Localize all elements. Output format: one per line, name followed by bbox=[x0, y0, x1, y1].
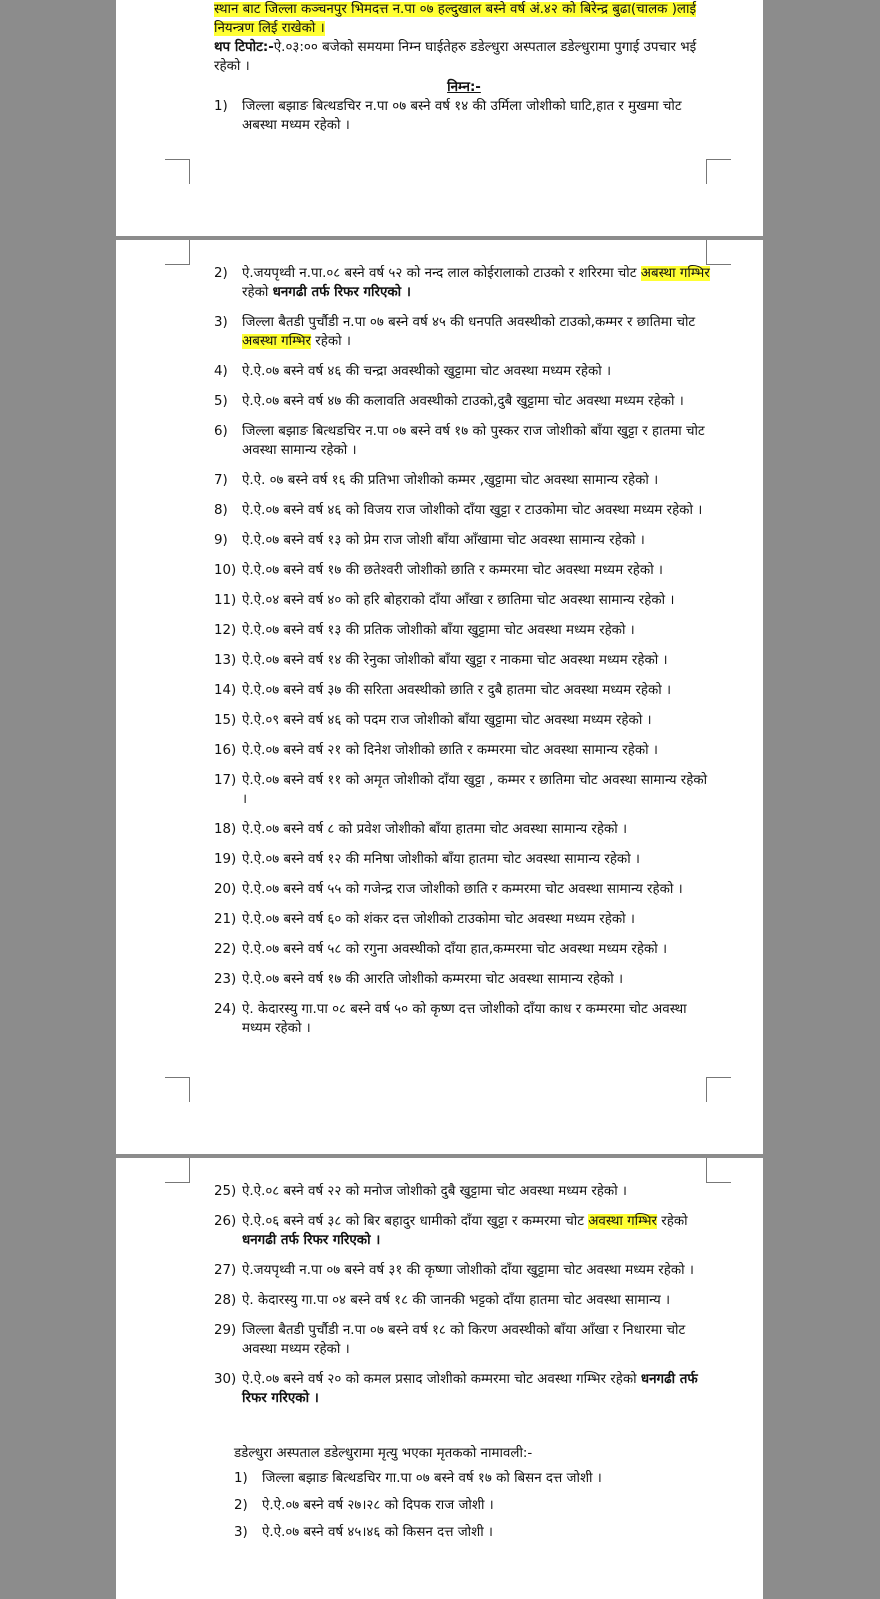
injured-list-part-1 bbox=[214, 97, 714, 135]
item-number: 14) bbox=[214, 683, 237, 698]
list-item bbox=[214, 711, 714, 730]
update-text: ऐ.०३:०० बजेको समयमा निम्न घाईतेहरु डडेल्धुरा अस्पताल डडेल्धुरामा पुगाई उपचार भई रहेको । bbox=[214, 40, 697, 74]
item-number: 1) bbox=[234, 1471, 248, 1486]
item-number: 23) bbox=[214, 972, 237, 987]
item-text bbox=[242, 591, 714, 610]
item-text bbox=[242, 362, 714, 381]
list-item bbox=[214, 850, 714, 869]
list-item bbox=[214, 501, 714, 520]
item-number: 5) bbox=[214, 394, 228, 409]
document-page-2 bbox=[116, 240, 763, 1154]
item-text-main: ऐ.ऐ.०६ बस्ने वर्ष ३८ को बिर बहादुर धामीको दाँया खुट्टा र कम्मरमा चोट bbox=[242, 1214, 589, 1229]
list-item bbox=[214, 531, 714, 550]
item-text bbox=[242, 651, 714, 670]
list-item bbox=[214, 820, 714, 839]
item-text-main: ऐ.ऐ.०७ बस्ने वर्ष १३ को प्रेम राज जोशी बाँया आँखामा चोट अवस्था सामान्य रहेको । bbox=[242, 533, 645, 548]
item-text bbox=[242, 501, 714, 520]
item-text-main: जिल्ला बैतडी पुर्चौडी न.पा ०७ बस्ने वर्ष ४५ की धनपति अवस्थीको टाउको,कम्मर र छातिमा चोट bbox=[242, 315, 696, 330]
item-text bbox=[242, 880, 714, 899]
corner-mark bbox=[706, 1077, 731, 1102]
item-text-main: ऐ.ऐ.०७ बस्ने वर्ष ६० को शंकर दत्त जोशीको टाउकोमा चोट अवस्था मध्यम रहेको । bbox=[242, 912, 635, 927]
item-text-main: ऐ.ऐ.०७ बस्ने वर्ष ८ को प्रवेश जोशीको बाँया हातमा चोट अवस्था सामान्य रहेको । bbox=[242, 822, 628, 837]
item-text bbox=[242, 1212, 714, 1250]
item-number: 16) bbox=[214, 743, 237, 758]
referral-note: धनगढी तर्फ रिफर गरिएको । bbox=[242, 1372, 698, 1406]
item-text-main: ऐ.ऐ.०७ बस्ने वर्ष १२ की मनिषा जोशीको बाँया हातमा चोट अवस्था सामान्य रहेको । bbox=[242, 852, 641, 867]
highlighted-text: अबस्था गम्भिर bbox=[242, 334, 312, 349]
highlighted-text: अबस्था गम्भिर bbox=[640, 266, 710, 281]
list-item bbox=[214, 681, 714, 700]
item-number: 18) bbox=[214, 822, 237, 837]
item-text bbox=[242, 422, 714, 460]
item-number: 3) bbox=[214, 315, 228, 330]
item-number: 15) bbox=[214, 713, 237, 728]
item-text bbox=[242, 1370, 714, 1408]
item-number: 12) bbox=[214, 623, 237, 638]
item-number: 27) bbox=[214, 1263, 237, 1278]
item-text bbox=[242, 392, 714, 411]
item-number: 21) bbox=[214, 912, 237, 927]
corner-mark bbox=[165, 240, 190, 265]
deaths-list bbox=[214, 1469, 714, 1542]
intro-paragraph bbox=[214, 0, 714, 38]
item-number: 2) bbox=[234, 1498, 248, 1513]
corner-mark bbox=[165, 1077, 190, 1102]
item-text bbox=[242, 1182, 714, 1201]
item-text bbox=[242, 264, 714, 302]
list-item bbox=[214, 970, 714, 989]
item-text-main: ऐ. केदारस्यु गा.पा ०४ बस्ने वर्ष १८ की जानकी भट्टको दाँया हातमा चोट अवस्था सामान्य । bbox=[242, 1293, 671, 1308]
item-number: 25) bbox=[214, 1184, 237, 1199]
list-item bbox=[214, 392, 714, 411]
item-text-main: ऐ.ऐ.०८ बस्ने वर्ष २२ को मनोज जोशीको दुबै खुट्टामा चोट अवस्था मध्यम रहेको । bbox=[242, 1184, 628, 1199]
item-number: 8) bbox=[214, 503, 228, 518]
list-item bbox=[214, 1182, 714, 1201]
item-text-main: ऐ.ऐ.०७ बस्ने वर्ष ५८ को रगुना अवस्थीको दाँया हात,कम्मरमा चोट अवस्था मध्यम रहेको । bbox=[242, 942, 668, 957]
item-text bbox=[242, 771, 714, 809]
item-number: 20) bbox=[214, 882, 237, 897]
item-text-main: ऐ.ऐ.०७ बस्ने वर्ष ४६ की चन्द्रा अवस्थीको खुट्टामा चोट अवस्था मध्यम रहेको । bbox=[242, 364, 612, 379]
item-text-main: ऐ.ऐ.०७ बस्ने वर्ष २० को कमल प्रसाद जोशीको कम्मरमा चोट अवस्था गम्भिर रहेको bbox=[242, 1372, 641, 1387]
corner-mark bbox=[706, 240, 731, 265]
item-text-main: ऐ.ऐ. ०७ बस्ने वर्ष १६ की प्रतिभा जोशीको कम्मर ,खुट्टामा चोट अवस्था सामान्य रहेको । bbox=[242, 473, 659, 488]
list-item bbox=[214, 880, 714, 899]
list-item bbox=[214, 1321, 714, 1359]
death-list-item bbox=[234, 1496, 714, 1515]
item-text: ऐ.ऐ.०७ बस्ने वर्ष २७।२८ को दिपक राज जोशी । bbox=[262, 1498, 494, 1513]
item-number: 4) bbox=[214, 364, 228, 379]
item-text bbox=[242, 561, 714, 580]
injured-list-part-2 bbox=[214, 264, 714, 1049]
list-item bbox=[214, 264, 714, 302]
item-number: 11) bbox=[214, 593, 237, 608]
item-text-main: ऐ.ऐ.०७ बस्ने वर्ष ५५ को गजेन्द्र राज जोशीको छाति र कम्मरमा चोट अवस्था सामान्य रहेको । bbox=[242, 882, 683, 897]
item-number: 17) bbox=[214, 773, 237, 788]
item-number: 28) bbox=[214, 1293, 237, 1308]
item-number: 10) bbox=[214, 563, 237, 578]
corner-mark bbox=[706, 1158, 731, 1183]
death-list-item bbox=[234, 1523, 714, 1542]
list-item bbox=[214, 422, 714, 460]
item-text-main: ऐ.ऐ.०७ बस्ने वर्ष २१ को दिनेश जोशीको छाति र कम्मरमा चोट अवस्था सामान्य रहेको । bbox=[242, 743, 658, 758]
item-number: 2) bbox=[214, 266, 228, 281]
list-item bbox=[214, 591, 714, 610]
corner-mark bbox=[706, 159, 731, 184]
corner-mark bbox=[165, 159, 190, 184]
referral-note: धनगढी तर्फ रिफर गरिएको । bbox=[272, 285, 411, 300]
item-text bbox=[242, 970, 714, 989]
list-item bbox=[214, 1370, 714, 1408]
item-number: 24) bbox=[214, 1002, 237, 1017]
item-number: 29) bbox=[214, 1323, 237, 1338]
item-number: 1) bbox=[214, 99, 228, 114]
item-text-mid: रहेको । bbox=[311, 334, 351, 349]
list-item bbox=[214, 910, 714, 929]
item-text bbox=[242, 850, 714, 869]
item-number: 30) bbox=[214, 1372, 237, 1387]
item-text-main: जिल्ला बझाङ बित्थडचिर न.पा ०७ बस्ने वर्ष १७ को पुस्कर राज जोशीको बाँया खुट्टा र हातमा चोट अवस्था सामान्य रहेको । bbox=[242, 424, 705, 458]
update-paragraph bbox=[214, 38, 714, 76]
referral-note: धनगढी तर्फ रिफर गरिएको । bbox=[242, 1233, 381, 1248]
item-text: जिल्ला बझाङ बित्थडचिर न.पा ०७ बस्ने वर्ष १४ की उर्मिला जोशीको घाटि,हात र मुखमा चोट अबस्था मध्यम रहेको । bbox=[242, 99, 682, 133]
item-text-main: जिल्ला बैतडी पुर्चौडी न.पा ०७ बस्ने वर्ष १८ को किरण अवस्थीको बाँया आँखा र निधारमा चोट अवस्था मध्यम रहेको । bbox=[242, 1323, 686, 1357]
list-item bbox=[214, 362, 714, 381]
list-item bbox=[214, 1212, 714, 1250]
item-text bbox=[242, 531, 714, 550]
item-number: 26) bbox=[214, 1214, 237, 1229]
item-text-mid: रहेको bbox=[657, 1214, 688, 1229]
item-number: 19) bbox=[214, 852, 237, 867]
list-item bbox=[214, 561, 714, 580]
list-item bbox=[214, 1291, 714, 1310]
item-text-main: ऐ.ऐ.०७ बस्ने वर्ष ११ को अमृत जोशीको दाँया खुट्टा , कम्मर र छातिमा चोट अवस्था सामान्य रहेको । bbox=[242, 773, 708, 807]
item-text-main: ऐ.ऐ.०४ बस्ने वर्ष ४० को हरि बोहराको दाँया आँखा र छातिमा चोट अवस्था सामान्य रहेको । bbox=[242, 593, 675, 608]
document-page-3 bbox=[116, 1158, 763, 1599]
item-text bbox=[242, 681, 714, 700]
item-text-mid: रहेको bbox=[242, 285, 273, 300]
list-item bbox=[214, 940, 714, 959]
item-text-main: ऐ. केदारस्यु गा.पा ०८ बस्ने वर्ष ५० को कृष्ण दत्त जोशीको दाँया काध र कम्मरमा चोट अवस्था मध्यम रहेको । bbox=[242, 1002, 687, 1036]
item-number: 22) bbox=[214, 942, 237, 957]
document-page-1 bbox=[116, 0, 763, 236]
item-text-main: ऐ.ऐ.०७ बस्ने वर्ष १४ की रेनुका जोशीको बाँया खुट्टा र नाकमा चोट अवस्था मध्यम रहेको । bbox=[242, 653, 668, 668]
item-text-main: ऐ.ऐ.०७ बस्ने वर्ष १७ की आरति जोशीको कम्मरमा चोट अवस्था सामान्य रहेको । bbox=[242, 972, 624, 987]
death-list-item bbox=[234, 1469, 714, 1488]
list-item bbox=[214, 771, 714, 809]
item-text bbox=[242, 471, 714, 490]
highlighted-text: स्थान बाट जिल्ला कञ्चनपुर भिमदत्त न.पा ०७ हल्दुखाल बस्ने वर्ष अं.४२ को बिरेन्द्र बुढा(चालक )लाई नियन्त्रण लिई राखेको । bbox=[214, 2, 697, 36]
page1-content bbox=[214, 0, 714, 146]
item-number: 6) bbox=[214, 424, 228, 439]
item-number: 13) bbox=[214, 653, 237, 668]
highlighted-text: अवस्था गम्भिर bbox=[588, 1214, 658, 1229]
injured-list-part-3 bbox=[214, 1182, 714, 1408]
item-text bbox=[242, 940, 714, 959]
item-text bbox=[242, 313, 714, 351]
item-text: ऐ.ऐ.०७ बस्ने वर्ष ४५।४६ को किसन दत्त जोशी । bbox=[262, 1525, 494, 1540]
update-label: थप टिपोट:- bbox=[214, 40, 274, 55]
item-text bbox=[242, 1261, 714, 1280]
item-text bbox=[242, 1291, 714, 1310]
item-text bbox=[242, 711, 714, 730]
item-text-main: ऐ.जयपृथ्वी न.पा ०७ बस्ने वर्ष ३१ की कृष्णा जोशीको दाँया खुट्टामा चोट अवस्था मध्यम रहेको । bbox=[242, 1263, 694, 1278]
item-text bbox=[242, 741, 714, 760]
item-text-main: ऐ.जयपृथ्वी न.पा.०८ बस्ने वर्ष ५२ को नन्द लाल कोईरालाको टाउको र शरिरमा चोट bbox=[242, 266, 641, 281]
item-text-main: ऐ.ऐ.०७ बस्ने वर्ष ४६ को विजय राज जोशीको दाँया खुट्टा र टाउकोमा चोट अवस्था मध्यम रहेको । bbox=[242, 503, 703, 518]
item-text-main: ऐ.ऐ.०९ बस्ने वर्ष ४६ को पदम राज जोशीको बाँया खुट्टामा चोट अवस्था मध्यम रहेको । bbox=[242, 713, 652, 728]
item-number: 7) bbox=[214, 473, 228, 488]
item-text: जिल्ला बझाङ बित्थडचिर गा.पा ०७ बस्ने वर्ष १७ को बिसन दत्त जोशी । bbox=[262, 1471, 602, 1486]
list-item bbox=[214, 471, 714, 490]
item-number: 9) bbox=[214, 533, 228, 548]
item-number: 3) bbox=[234, 1525, 248, 1540]
page3-content bbox=[214, 1182, 714, 1550]
list-item bbox=[214, 651, 714, 670]
list-item bbox=[214, 741, 714, 760]
item-text bbox=[242, 910, 714, 929]
list-item bbox=[214, 1261, 714, 1280]
item-text bbox=[242, 1000, 714, 1038]
list-heading: निम्न:- bbox=[447, 80, 481, 95]
item-text-main: ऐ.ऐ.०७ बस्ने वर्ष ३७ की सरिता अवस्थीको छाति र दुबै हातमा चोट अवस्था मध्यम रहेको । bbox=[242, 683, 672, 698]
item-text-main: ऐ.ऐ.०७ बस्ने वर्ष १३ की प्रतिक जोशीको बाँया खुट्टामा चोट अवस्था मध्यम रहेको । bbox=[242, 623, 635, 638]
list-item bbox=[214, 621, 714, 640]
list-item bbox=[214, 1000, 714, 1038]
item-text bbox=[242, 621, 714, 640]
item-text bbox=[242, 820, 714, 839]
list-item bbox=[214, 97, 714, 135]
item-text bbox=[242, 1321, 714, 1359]
deaths-title: डडेल्धुरा अस्पताल डडेल्धुरामा मृत्यु भएका मृतकको नामावली:- bbox=[234, 1446, 533, 1461]
list-item bbox=[214, 313, 714, 351]
corner-mark bbox=[165, 1158, 190, 1183]
item-text-main: ऐ.ऐ.०७ बस्ने वर्ष ४७ की कलावति अवस्थीको टाउको,दुबै खुट्टामा चोट अवस्था मध्यम रहेको । bbox=[242, 394, 684, 409]
item-text-main: ऐ.ऐ.०७ बस्ने वर्ष १७ की छतेश्वरी जोशीको छाति र कम्मरमा चोट अवस्था मध्यम रहेको । bbox=[242, 563, 663, 578]
